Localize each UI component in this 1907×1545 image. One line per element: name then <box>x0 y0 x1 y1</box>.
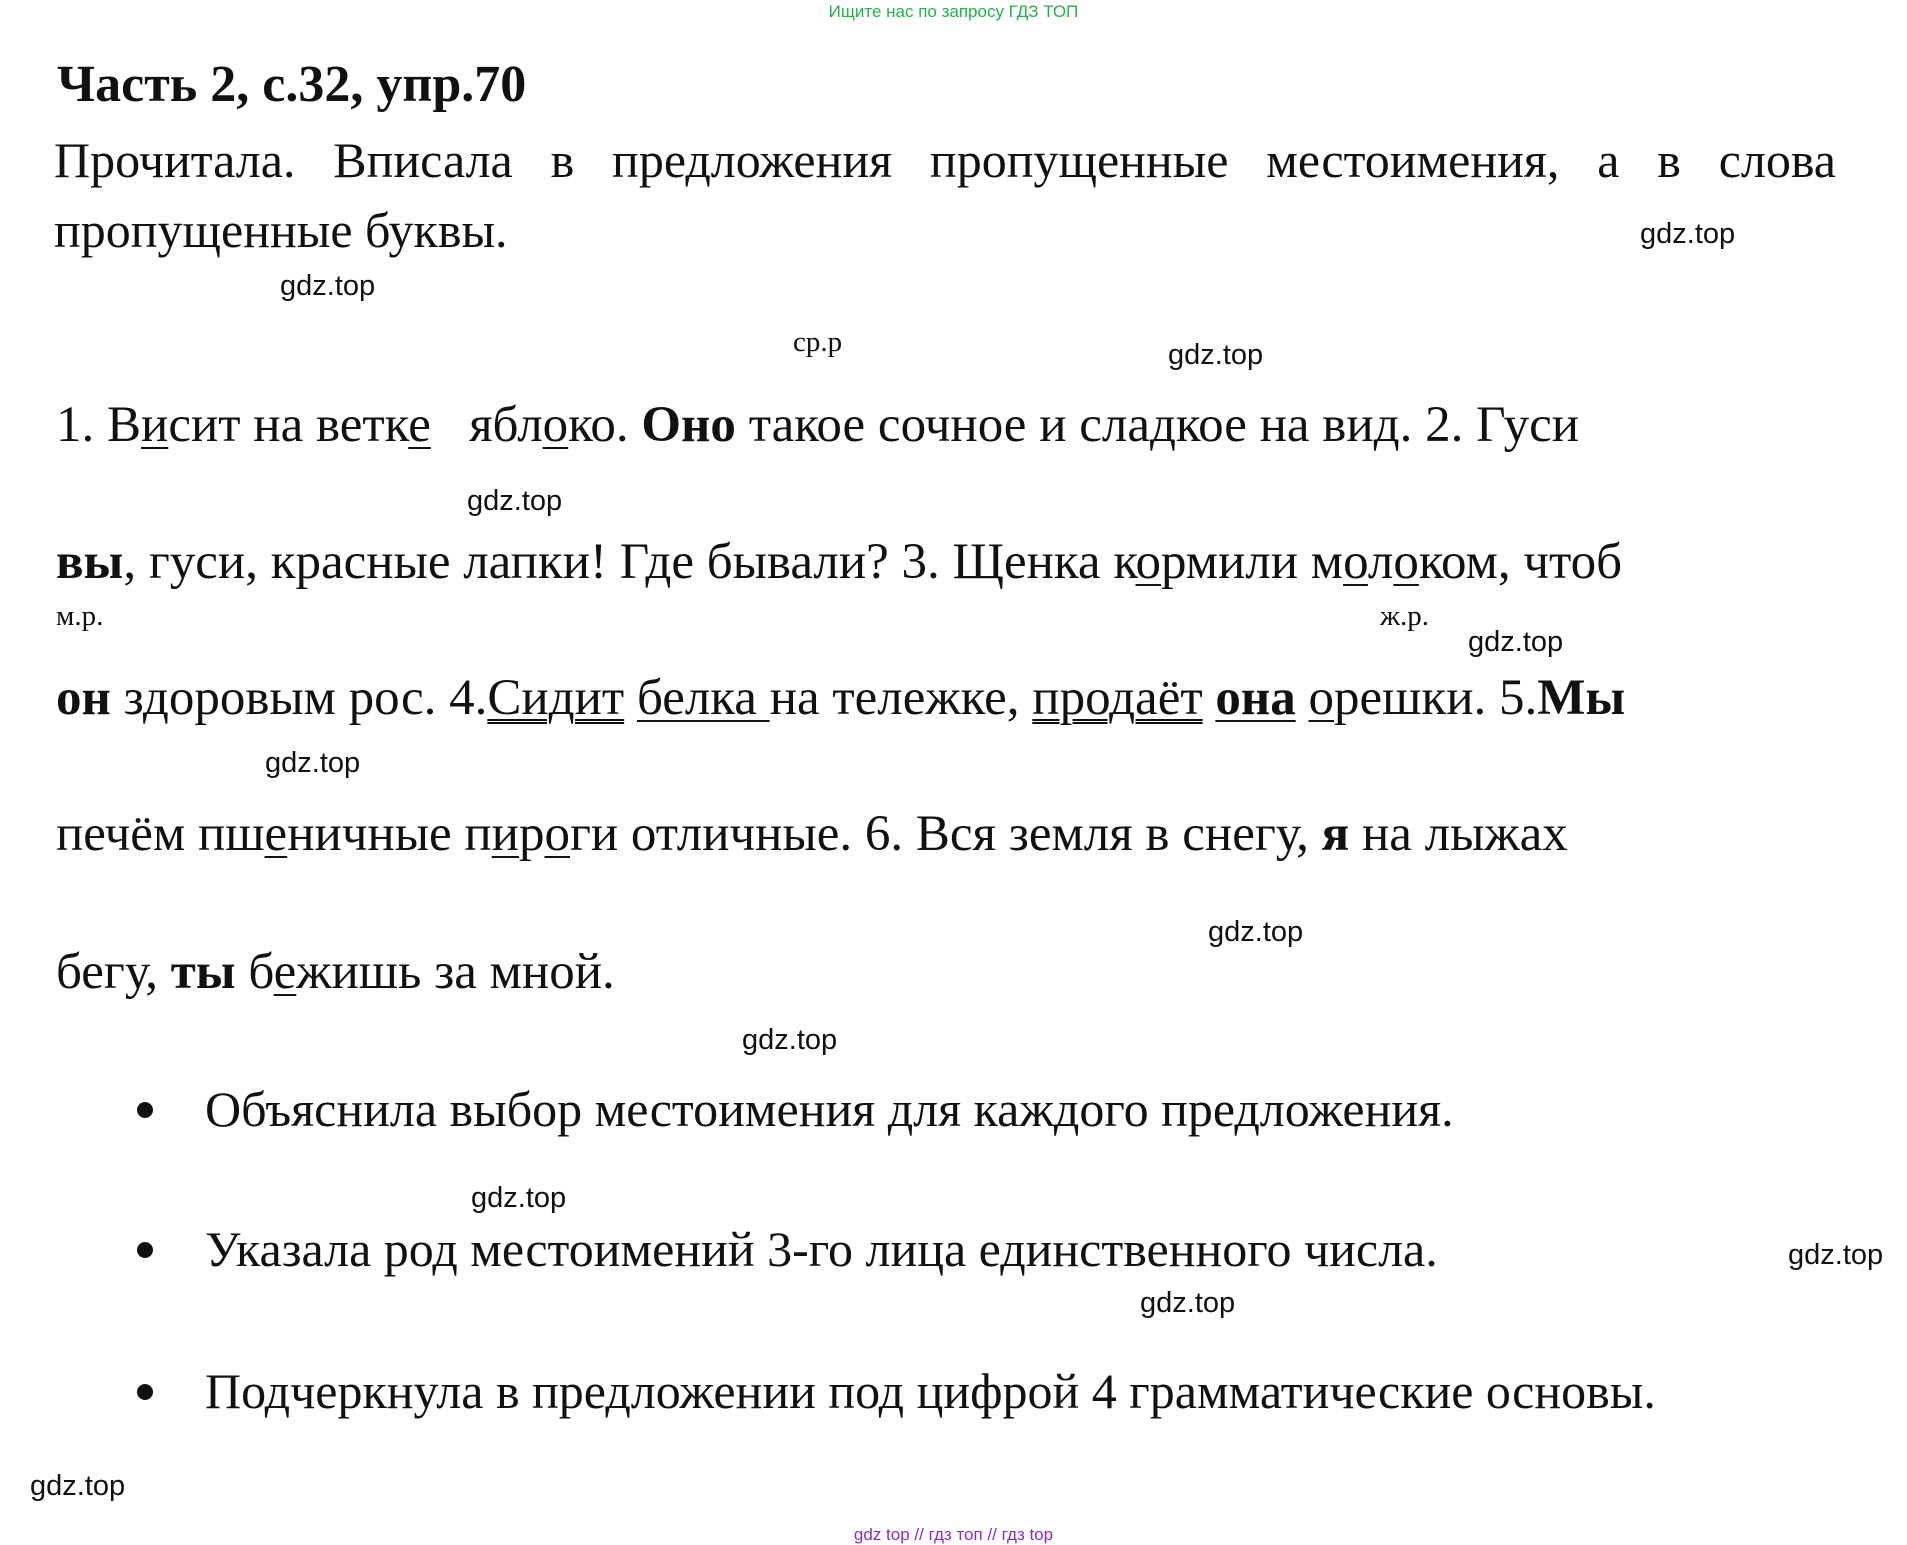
top-banner: Ищите нас по запросу ГДЗ ТОП <box>828 2 1079 21</box>
watermark: gdz.top <box>1208 916 1304 948</box>
subject-pronoun: она <box>1215 670 1296 726</box>
pronoun: он <box>56 670 111 726</box>
watermark: gdz.top <box>1168 339 1264 371</box>
watermark: gdz.top <box>1640 218 1736 250</box>
bullet-item: Объяснила выбор местоимения для каждого предложения. <box>205 1081 1454 1137</box>
bullet-item: Подчеркнула в предложении под цифрой 4 грамматические основы. <box>205 1363 1656 1419</box>
watermark: gdz.top <box>280 270 376 302</box>
sentence-line-3: он здоровым рос. 4.Сидит белка на тележке, продаёт она орешки. 5.Мы <box>56 670 1626 726</box>
pronoun: Оно <box>641 397 736 453</box>
sentence-line-2: вы, гуси, красные лапки! Где бывали? 3. Щенка кормили молоком, чтоб <box>56 534 1623 590</box>
watermark: gdz.top <box>1140 1287 1236 1319</box>
bullet-dot <box>137 1102 153 1118</box>
sentence-line-5: бегу, ты бежишь за мной. <box>56 944 615 1000</box>
pronoun: ты <box>170 944 236 1000</box>
pronoun: Мы <box>1537 670 1626 726</box>
predicate: Сидит <box>487 670 625 726</box>
watermark: gdz.top <box>471 1182 567 1214</box>
sentence-line-1: 1. Висит на ветке яблоко. Оно такое сочное и сладкое на вид. 2. Гуси <box>56 397 1580 453</box>
sentence-line-4: печём пшеничные пироги отличные. 6. Вся земля в снегу, я на лыжах <box>56 806 1568 862</box>
label-feminine: ж.р. <box>1380 600 1430 632</box>
bullet-item: Указала род местоимений 3-го лица единственного числа. <box>205 1221 1438 1277</box>
watermark: gdz.top <box>265 747 361 779</box>
watermark: gdz.top <box>742 1024 838 1056</box>
subject: белка <box>636 670 770 726</box>
watermark: gdz.top <box>467 485 563 517</box>
watermark: gdz.top <box>1788 1239 1884 1271</box>
bullet-dot <box>137 1242 153 1258</box>
pronoun: вы <box>56 534 124 590</box>
label-neuter: ср.р <box>793 326 843 358</box>
label-masculine: м.р. <box>56 600 104 632</box>
page-title: Часть 2, с.32, упр.70 <box>57 56 527 113</box>
predicate: продаёт <box>1032 670 1203 726</box>
watermark: gdz.top <box>1468 626 1564 658</box>
bullet-dot <box>137 1384 153 1400</box>
watermark: gdz.top <box>30 1470 126 1502</box>
intro-text: Прочитала. Вписала в предложения пропущенные местоимения, а в слова пропущенные буквы. <box>54 132 1836 258</box>
pronoun: я <box>1321 806 1350 862</box>
bottom-banner: gdz top // гдз топ // гдз top <box>853 1525 1054 1544</box>
